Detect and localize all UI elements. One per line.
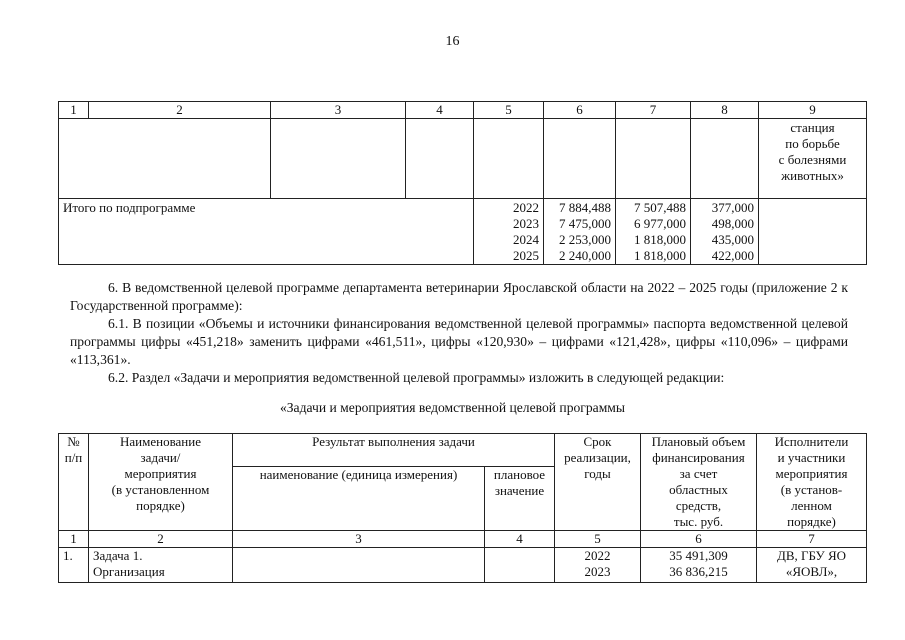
column-number: 5 [555, 531, 641, 548]
header-line: Исполнители [774, 434, 849, 449]
header-line: мероприятия [775, 466, 848, 481]
row-executors [757, 548, 867, 583]
row-task-name [89, 548, 233, 583]
header-line: за счет [679, 466, 718, 481]
column-number: 1 [59, 531, 89, 548]
table1-header-cell: 4 [406, 102, 474, 119]
header-line: плановое [493, 466, 546, 482]
table1-total-row [59, 199, 867, 265]
col-number-header [59, 434, 89, 531]
table1-header-cell: 3 [271, 102, 406, 119]
col-name-header [89, 434, 233, 531]
amount-value: 422,000 [711, 248, 754, 263]
table1-cell [271, 119, 406, 199]
table1-header-cell: 8 [691, 102, 759, 119]
year-value: 2022 [513, 200, 539, 215]
amount-value: 7 507,488 [634, 200, 686, 215]
amount-value: 1 818,000 [634, 232, 686, 247]
paragraph-6-1-text: 6.1. В позиции «Объемы и источники финансирования ведомственной целевой программы» паспорта ведомственной целевой программы цифры «451,218» заменить цифрами «461,511», цифры «120,930» – цифрами «121,428», цифры «110,096» – цифрами «113,361». [70, 316, 848, 367]
amount-value: 2 240,000 [559, 248, 611, 263]
table-row [59, 548, 867, 583]
column-number: 7 [757, 531, 867, 548]
table1-header-cell: 6 [544, 102, 616, 119]
amount-value: 1 818,000 [634, 248, 686, 263]
total-col7-cell [616, 199, 691, 265]
total-label: Итого по подпрограмме [59, 199, 474, 265]
col-result-value-header [485, 466, 555, 530]
page-number: 16 [445, 34, 460, 49]
task-line: Организация [93, 564, 165, 579]
row-result-name [233, 548, 485, 583]
row-result-value [485, 548, 555, 583]
year-value: 2025 [513, 248, 539, 263]
section-title: «Задачи и мероприятия ведомственной целевой программы [279, 400, 626, 415]
row-number: 1. [59, 548, 89, 583]
column-number: 6 [641, 531, 757, 548]
table1-cell [616, 119, 691, 199]
table-tasks-and-measures [58, 433, 867, 583]
total-col8-cell [691, 199, 759, 265]
row-years [555, 548, 641, 583]
header-line: Срок [583, 434, 612, 449]
paragraph-6-2-text: 6.2. Раздел «Задачи и мероприятия ведомственной целевой программы» изложить в следующей редакции: [108, 370, 725, 385]
executor-line: животных» [781, 168, 844, 183]
header-line: (в установленном [111, 482, 210, 497]
executor-line: станция [790, 120, 835, 135]
amount-value: 377,000 [711, 200, 754, 215]
header-line: № [67, 434, 80, 449]
column-number: 2 [89, 531, 233, 548]
table1-header-cell: 5 [474, 102, 544, 119]
amount-value: 35 491,309 [669, 548, 728, 563]
header-line: реализации, [564, 450, 631, 465]
table1-executor-cell [759, 119, 867, 199]
column-number: 4 [485, 531, 555, 548]
header-line: средств, [675, 498, 722, 513]
header-line: областных [669, 482, 728, 497]
column-number: 3 [233, 531, 485, 548]
executor-line: по борьбе [785, 136, 840, 151]
header-line: п/п [64, 450, 83, 465]
amount-value: 36 836,215 [669, 564, 728, 579]
executor-line: «ЯОВЛ», [785, 564, 838, 579]
table1-header-cell: 7 [616, 102, 691, 119]
header-line: порядке) [136, 498, 185, 513]
paragraph-6-2 [70, 369, 848, 387]
col-result-header: Результат выполнения задачи [233, 434, 555, 467]
header-line: мероприятия [124, 466, 197, 481]
paragraph-6 [70, 279, 848, 315]
table2-column-numbers-row [59, 531, 867, 548]
table1-cell [406, 119, 474, 199]
total-years-cell [474, 199, 544, 265]
row-volumes [641, 548, 757, 583]
header-line: и участники [777, 450, 846, 465]
table1-cell [691, 119, 759, 199]
executor-line: ДВ, ГБУ ЯО [776, 548, 847, 563]
header-line: годы [584, 466, 611, 481]
task-line: Задача 1. [93, 548, 143, 563]
table1-header-row [59, 102, 867, 119]
col-executors-header [757, 434, 867, 531]
year-value: 2023 [584, 564, 611, 579]
executor-line: с болезнями [778, 152, 847, 167]
header-line: тыс. руб. [673, 514, 724, 529]
col-volume-header [641, 434, 757, 531]
amount-value: 435,000 [711, 232, 754, 247]
table1-header-cell: 2 [89, 102, 271, 119]
header-line: значение [494, 482, 545, 498]
header-line: финансирования [652, 450, 745, 465]
header-line: Плановый объем [651, 434, 746, 449]
year-value: 2023 [513, 216, 539, 231]
table1-cell [474, 119, 544, 199]
year-value: 2022 [584, 548, 611, 563]
table2-header-row [59, 434, 867, 467]
table1-cell [759, 199, 867, 265]
paragraph-6-text: 6. В ведомственной целевой программе департамента ветеринарии Ярославской области на 2022 – 2025 годы (приложение 2 к Государственной программе): [70, 280, 848, 313]
header-line: задачи/ [140, 450, 181, 465]
amount-value: 6 977,000 [634, 216, 686, 231]
table-subprogram-continuation [58, 101, 867, 265]
amount-value: 7 884,488 [559, 200, 611, 215]
col-term-header [555, 434, 641, 531]
header-line: Наименование [120, 434, 201, 449]
table1-cell [544, 119, 616, 199]
total-col6-cell [544, 199, 616, 265]
header-line: ленном [791, 498, 832, 513]
header-line: порядке) [787, 514, 836, 529]
paragraph-6-1 [70, 315, 848, 369]
col-result-name-header: наименование (единица измерения) [233, 466, 485, 530]
table1-header-cell: 1 [59, 102, 89, 119]
table1-continuation-row [59, 119, 867, 199]
amount-value: 498,000 [711, 216, 754, 231]
amount-value: 7 475,000 [559, 216, 611, 231]
table1-header-cell: 9 [759, 102, 867, 119]
header-line: (в установ- [780, 482, 843, 497]
amount-value: 2 253,000 [559, 232, 611, 247]
table1-cell [59, 119, 271, 199]
year-value: 2024 [513, 232, 539, 247]
